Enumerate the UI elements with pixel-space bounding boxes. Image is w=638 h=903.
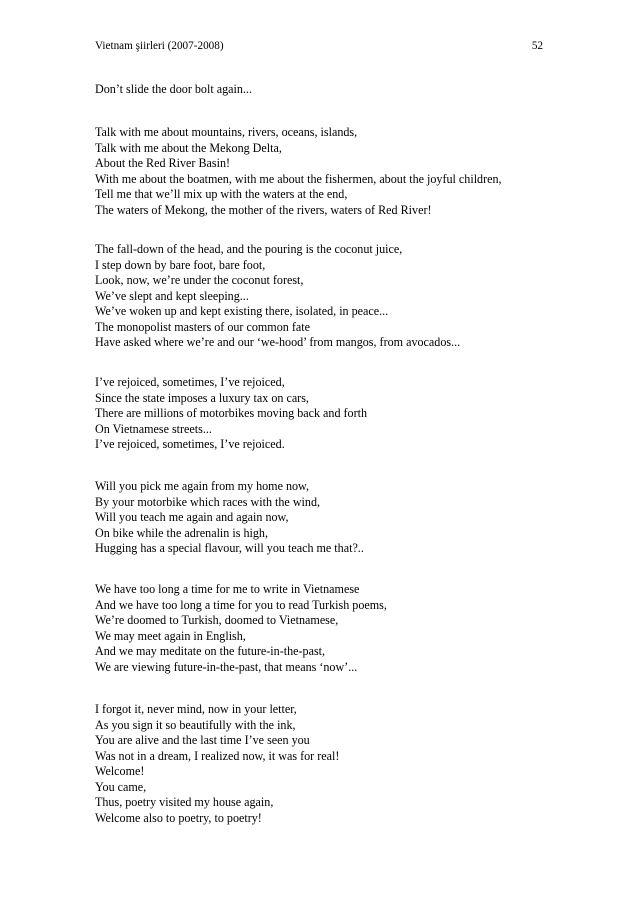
stanza	[95, 82, 252, 98]
poem-line: Welcome!	[95, 764, 145, 778]
poem-line: As you sign it so beautifully with the ink,	[95, 717, 296, 732]
poem-line: Welcome also to poetry, to poetry!	[95, 810, 262, 825]
poem-line: With me about the boatmen, with me about the fishermen, about the joyful children,	[95, 171, 502, 186]
poem-line: I forgot it, never mind, now in your letter,	[95, 702, 297, 716]
poem-line: Will you pick me again from my home now,	[95, 479, 310, 493]
poem-line: Don’t slide the door bolt again...	[95, 82, 252, 96]
poem-line: The fall-down of the head, and the pouring is the coconut juice,	[95, 242, 403, 256]
stanza	[95, 242, 460, 351]
poem-line: We’re doomed to Turkish, doomed to Vietnamese,	[95, 613, 339, 627]
page-header	[95, 39, 543, 53]
poem-line: About the Red River Basin!	[95, 156, 231, 170]
poem-line: We may meet again in English,	[95, 628, 246, 643]
poem-line: On Vietnamese streets...	[95, 421, 212, 436]
poem-line: There are millions of motorbikes moving back and forth	[95, 406, 368, 420]
poem-line: Thus, poetry visited my house again,	[95, 795, 274, 809]
poem-line: On bike while the adrenalin is high,	[95, 525, 268, 540]
poem-line: I step down by bare foot, bare foot,	[95, 257, 266, 272]
poem-line: Will you teach me again and again now,	[95, 510, 289, 524]
poem-line: You are alive and the last time I’ve seen you	[95, 733, 310, 747]
poem-line: Talk with me about the Mekong Delta,	[95, 140, 282, 155]
stanza	[95, 582, 387, 675]
poem-line: Tell me that we’ll mix up with the waters at the end,	[95, 187, 348, 201]
poem-line: I’ve rejoiced, sometimes, I’ve rejoiced.	[95, 437, 285, 451]
poem-line: By your motorbike which races with the wind,	[95, 494, 321, 509]
poem-line: The monopolist masters of our common fate	[95, 319, 310, 334]
header-title: Vietnam şiirleri (2007-2008)	[95, 40, 224, 52]
poem-line: Was not in a dream, I realized now, it was for real!	[95, 748, 340, 763]
poem-line: The waters of Mekong, the mother of the rivers, waters of Red River!	[95, 202, 432, 217]
poem-line: And we may meditate on the future-in-the-past,	[95, 644, 326, 658]
stanza	[95, 125, 502, 218]
poem-line: Look, now, we’re under the coconut forest,	[95, 273, 304, 287]
poem-line: You came,	[95, 779, 147, 794]
stanza	[95, 375, 367, 453]
stanza	[95, 702, 339, 826]
poem-line: We’ve slept and kept sleeping...	[95, 288, 249, 303]
stanza	[95, 479, 364, 557]
poem-line: Hugging has a special flavour, will you teach me that?..	[95, 541, 364, 555]
poem-line: We are viewing future-in-the-past, that means ‘now’...	[95, 659, 358, 674]
poem-line: Talk with me about mountains, rivers, oceans, islands,	[95, 125, 358, 139]
page-number: 52	[531, 40, 543, 52]
poem-line: We have too long a time for me to write in Vietnamese	[95, 582, 360, 596]
poem-line: And we have too long a time for you to read Turkish poems,	[95, 597, 387, 612]
poem-line: We’ve woken up and kept existing there, isolated, in peace...	[95, 304, 389, 318]
poem-line: I’ve rejoiced, sometimes, I’ve rejoiced,	[95, 375, 285, 389]
poem-line: Have asked where we’re and our ‘we-hood’ from mangos, from avocados...	[95, 335, 461, 349]
poem-line: Since the state imposes a luxury tax on cars,	[95, 390, 309, 405]
